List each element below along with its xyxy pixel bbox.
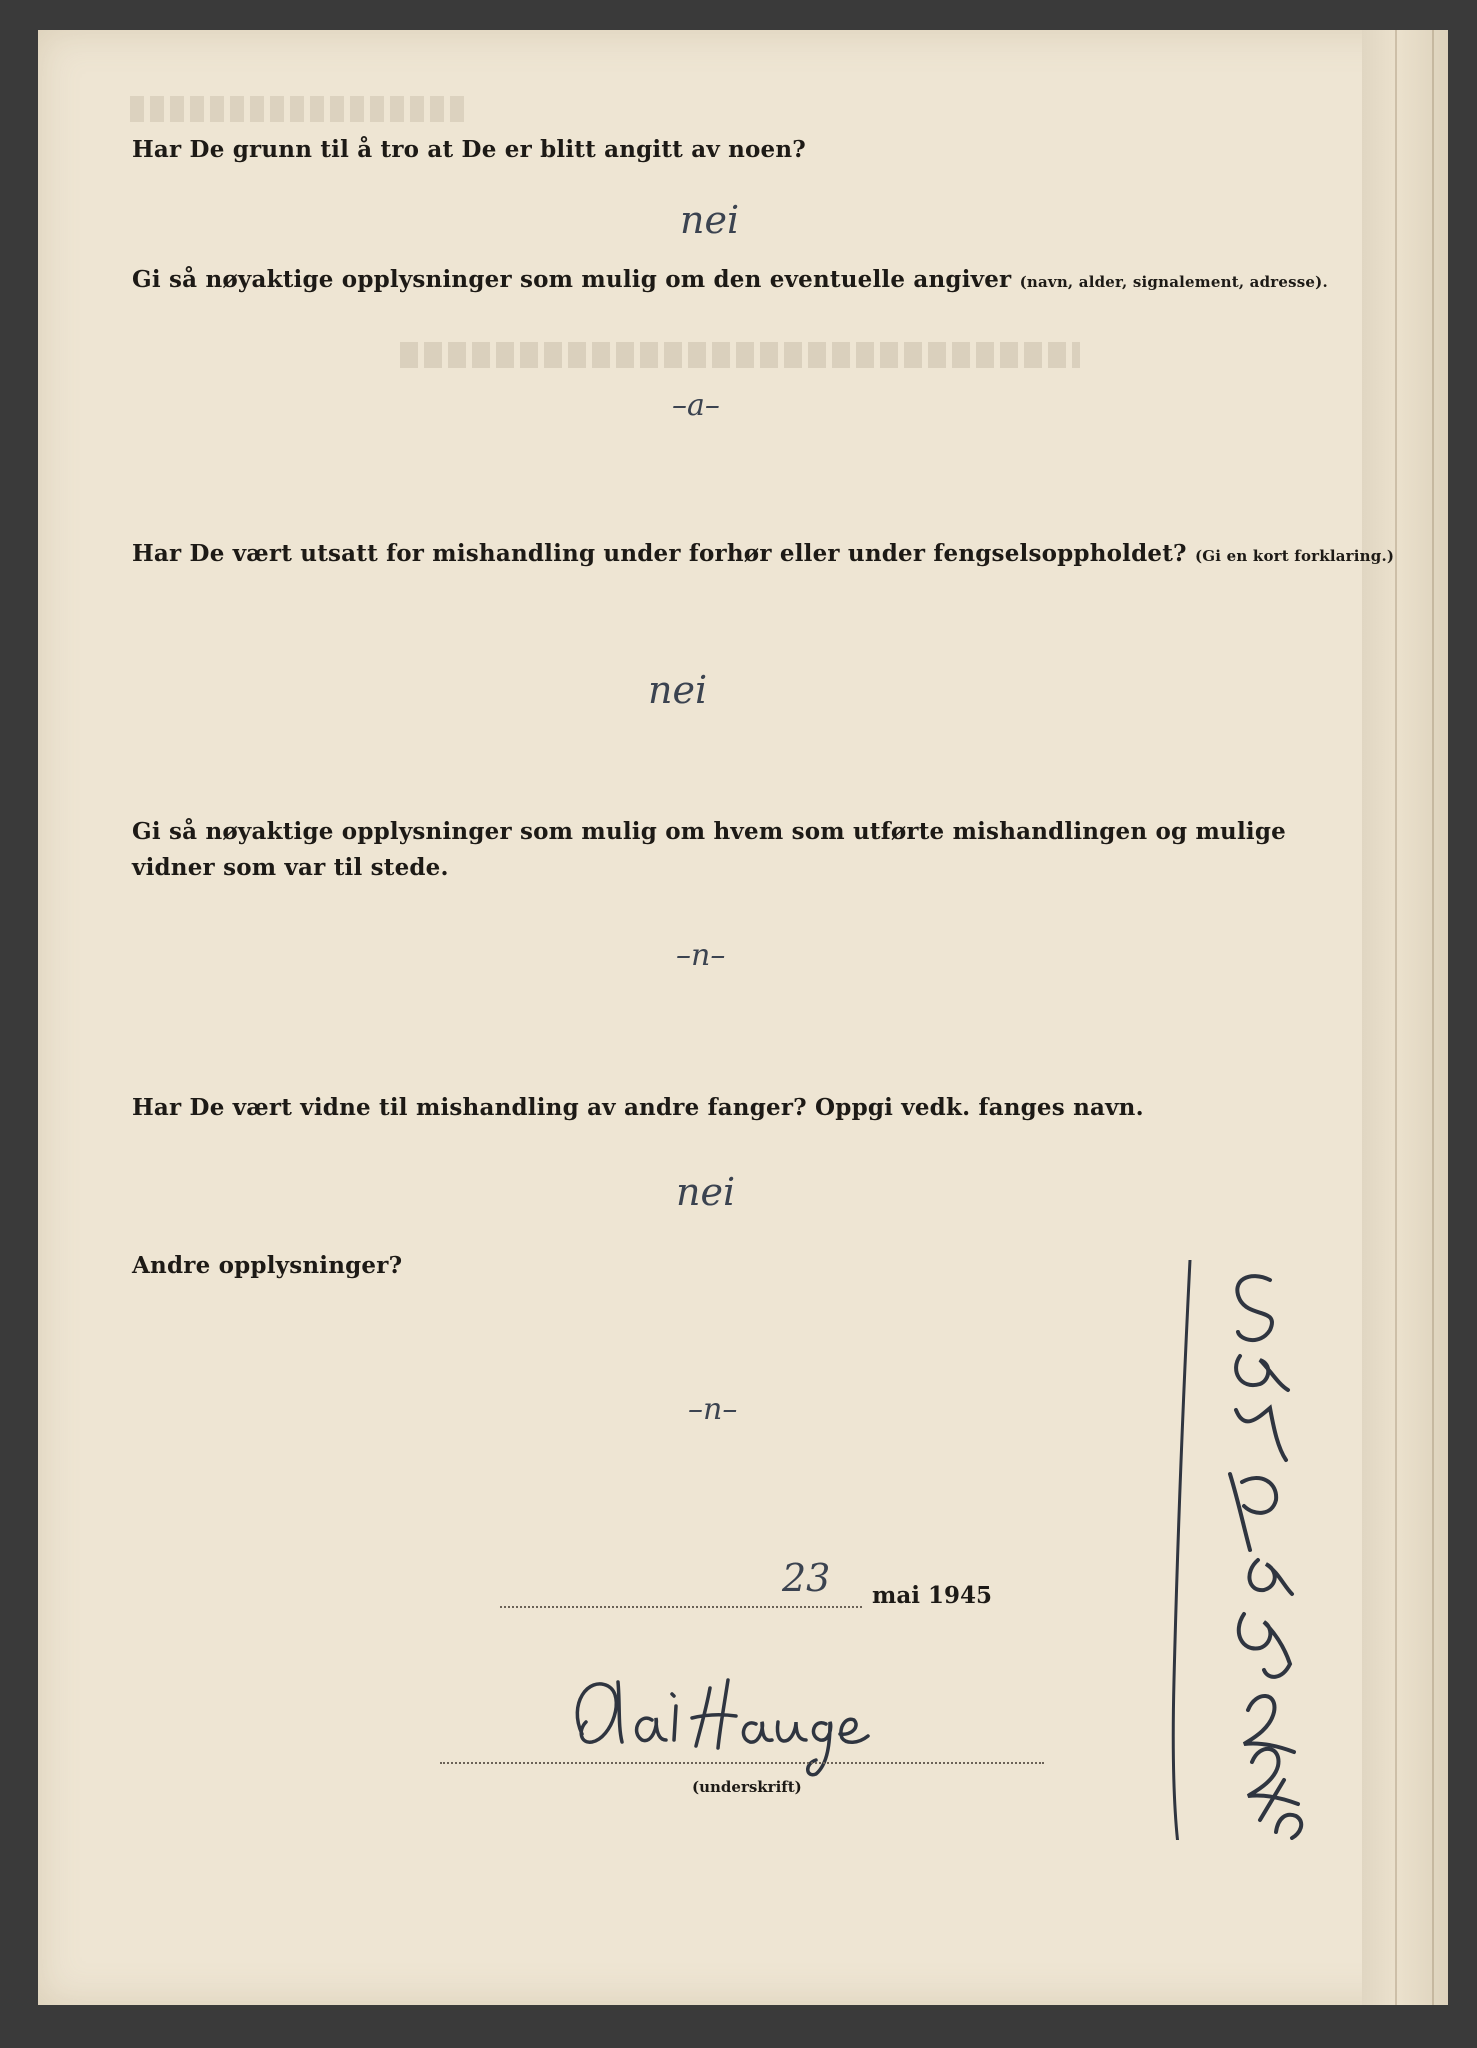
answer-1: nei [680, 198, 740, 242]
bleed-through-mark [400, 342, 1080, 368]
question-5: Har De vært vidne til mishandling av andre fanger? Oppgi vedk. fanges navn. [132, 1094, 1144, 1121]
question-1: Har De grunn til å tro at De er blitt angitt av noen? [132, 136, 806, 163]
fold-line [1395, 30, 1397, 2005]
date-printed: mai 1945 [872, 1582, 992, 1609]
question-2: Gi så nøyaktige opplysninger som mulig om den eventuelle angiver (navn, alder, signalement, adresse). [132, 266, 1328, 293]
signature-handwritten [560, 1664, 880, 1784]
date-day-handwritten: 23 [782, 1556, 831, 1600]
margin-note-handwritten [1160, 1260, 1320, 1840]
answer-6: –n– [688, 1392, 738, 1427]
answer-3: nei [648, 668, 708, 712]
question-3: Har De vært utsatt for mishandling under forhør eller under fengselsoppholdet? (Gi en kort forklaring.) [132, 540, 1395, 567]
fold-line [1432, 30, 1434, 2005]
date-dotted-line [500, 1606, 862, 1608]
signature-dotted-line [440, 1762, 1044, 1764]
signature-caption: (underskrift) [692, 1778, 802, 1796]
answer-4: –n– [676, 938, 726, 973]
answer-5: nei [676, 1170, 736, 1214]
answer-2: –a– [672, 388, 720, 423]
question-6: Andre opplysninger? [132, 1252, 403, 1279]
question-4: Gi så nøyaktige opplysninger som mulig om hvem som utførte mishandlingen og mulige vidner som var til stede. [132, 818, 1286, 881]
bleed-through-mark [130, 96, 470, 122]
page-edge-fold [1362, 30, 1448, 2005]
